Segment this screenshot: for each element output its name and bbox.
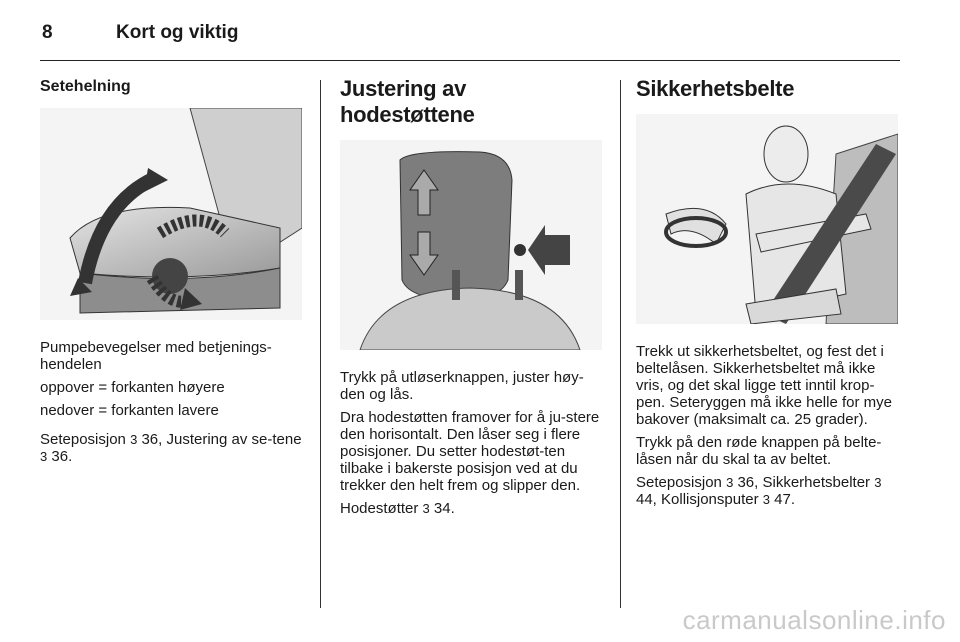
paragraph: oppover = forkanten høyere	[40, 379, 225, 396]
arrow-icon: 3	[874, 475, 882, 490]
ref-text: 47.	[769, 491, 796, 508]
paragraph: Trykk på den røde knappen på belte-låsen når du skal ta av beltet.	[636, 434, 882, 468]
cross-reference	[40, 431, 304, 465]
paragraph: Trekk ut sikkerhetsbeltet, og fest det i beltelåsen. Sikkerhetsbeltet må ikke vris, og det skal ligge tett inntil krop-pen. Seteryggen må ikke helle for mye bakover (maksimalt ca. 25 grader).	[636, 343, 892, 428]
seat-tilt-illustration-icon	[40, 108, 302, 320]
page-title: Kort og viktig	[116, 22, 239, 43]
header-divider	[40, 60, 900, 61]
arrow-icon: 3	[130, 432, 138, 447]
ref-text: 36, Justering av se-tene	[137, 431, 302, 448]
arrow-icon: 3	[40, 449, 48, 464]
section-headrest	[340, 72, 604, 523]
paragraph: Pumpebevegelser med betjenings-hendelen	[40, 339, 272, 373]
section-seatbelt	[636, 72, 902, 514]
ref-text: 44, Kollisjonsputer	[636, 491, 763, 508]
column-divider	[620, 80, 621, 608]
cross-reference	[340, 500, 604, 517]
column-divider	[320, 80, 321, 608]
watermark: carmanualsonline.info	[682, 605, 946, 635]
arrow-icon: 3	[726, 475, 734, 490]
headrest-illustration-icon	[340, 140, 602, 350]
arrow-icon: 3	[422, 501, 430, 516]
section-seat-tilt	[40, 72, 304, 471]
paragraph: Dra hodestøtten framover for å ju-stere den horisontalt. Den låser seg i flere posisjoner. Du setter hodestøt-ten tilbake i bakerste posisjon ved at du trekker den helt frem og slipper den.	[340, 409, 600, 494]
ref-text: Seteposisjon	[636, 474, 727, 491]
paragraph: Trykk på utløserknappen, juster høy-den og lås.	[340, 369, 584, 403]
arrow-icon: 3	[762, 492, 770, 507]
ref-text: Hodestøtter	[340, 500, 423, 517]
ref-text: 34.	[429, 500, 455, 517]
seatbelt-illustration-icon	[636, 114, 898, 324]
paragraph: nedover = forkanten lavere	[40, 402, 219, 419]
section-heading: Justering av hodestøttene	[340, 76, 475, 127]
section-heading: Setehelning	[40, 78, 131, 95]
ref-text: Seteposisjon	[40, 431, 131, 448]
cross-reference	[636, 474, 902, 508]
ref-text: 36.	[47, 448, 73, 465]
section-heading: Sikkerhetsbelte	[636, 76, 795, 101]
page-number: 8	[42, 22, 53, 43]
ref-text: 36, Sikkerhetsbelter	[733, 474, 875, 491]
